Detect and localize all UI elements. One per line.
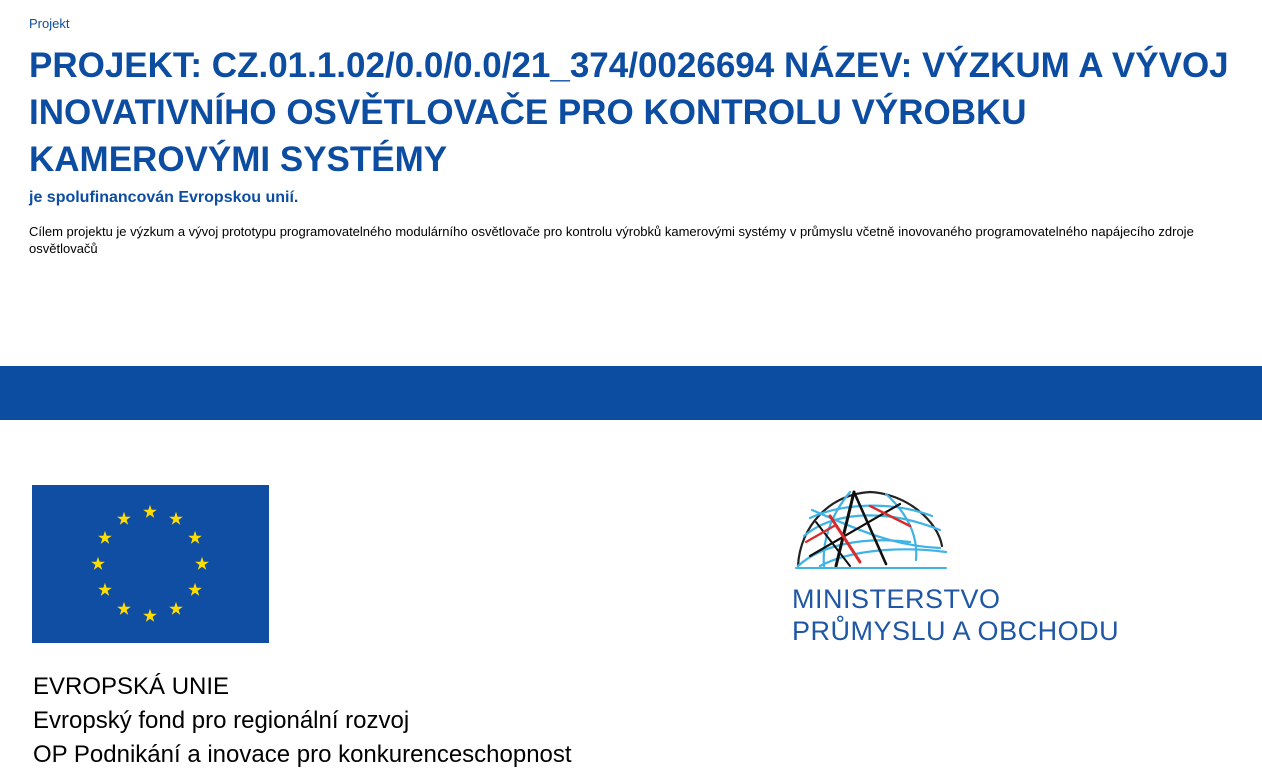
globe-logo-icon bbox=[790, 486, 950, 570]
project-description: Cílem projektu je výzkum a vývoj prototypu programovatelného modulárního osvětlovače pro kontrolu výrobků kamerovými systémy v průmyslu včetně inovovaného programovatelného napájecího zdroje osvětlovačů bbox=[29, 224, 1194, 256]
eu-funding-text bbox=[33, 670, 572, 772]
ministry-line-2: PRŮMYSLU A OBCHODU bbox=[792, 616, 1120, 646]
eu-line-union: EVROPSKÁ UNIE bbox=[33, 673, 230, 700]
page-title: PROJEKT: CZ.01.1.02/0.0/0.0/21_374/0026694 NÁZEV: VÝZKUM A VÝVOJ INOVATIVNÍHO OSVĚTLOVAČE PRO KONTROLU VÝROBKU KAMEROVÝMI SYSTÉMY bbox=[29, 46, 1229, 179]
eu-flag-icon bbox=[32, 485, 269, 643]
ministry-line-1: MINISTERSTVO bbox=[792, 584, 1001, 614]
eu-line-fund: Evropský fond pro regionální rozvoj bbox=[33, 707, 410, 734]
section-label: Projekt bbox=[29, 16, 70, 31]
blue-divider-band bbox=[0, 366, 1262, 420]
ministry-name bbox=[792, 583, 1119, 647]
cofinanced-note: je spolufinancován Evropskou unií. bbox=[29, 189, 299, 206]
eu-line-programme: OP Podnikání a inovace pro konkurenceschopnost bbox=[33, 741, 572, 768]
